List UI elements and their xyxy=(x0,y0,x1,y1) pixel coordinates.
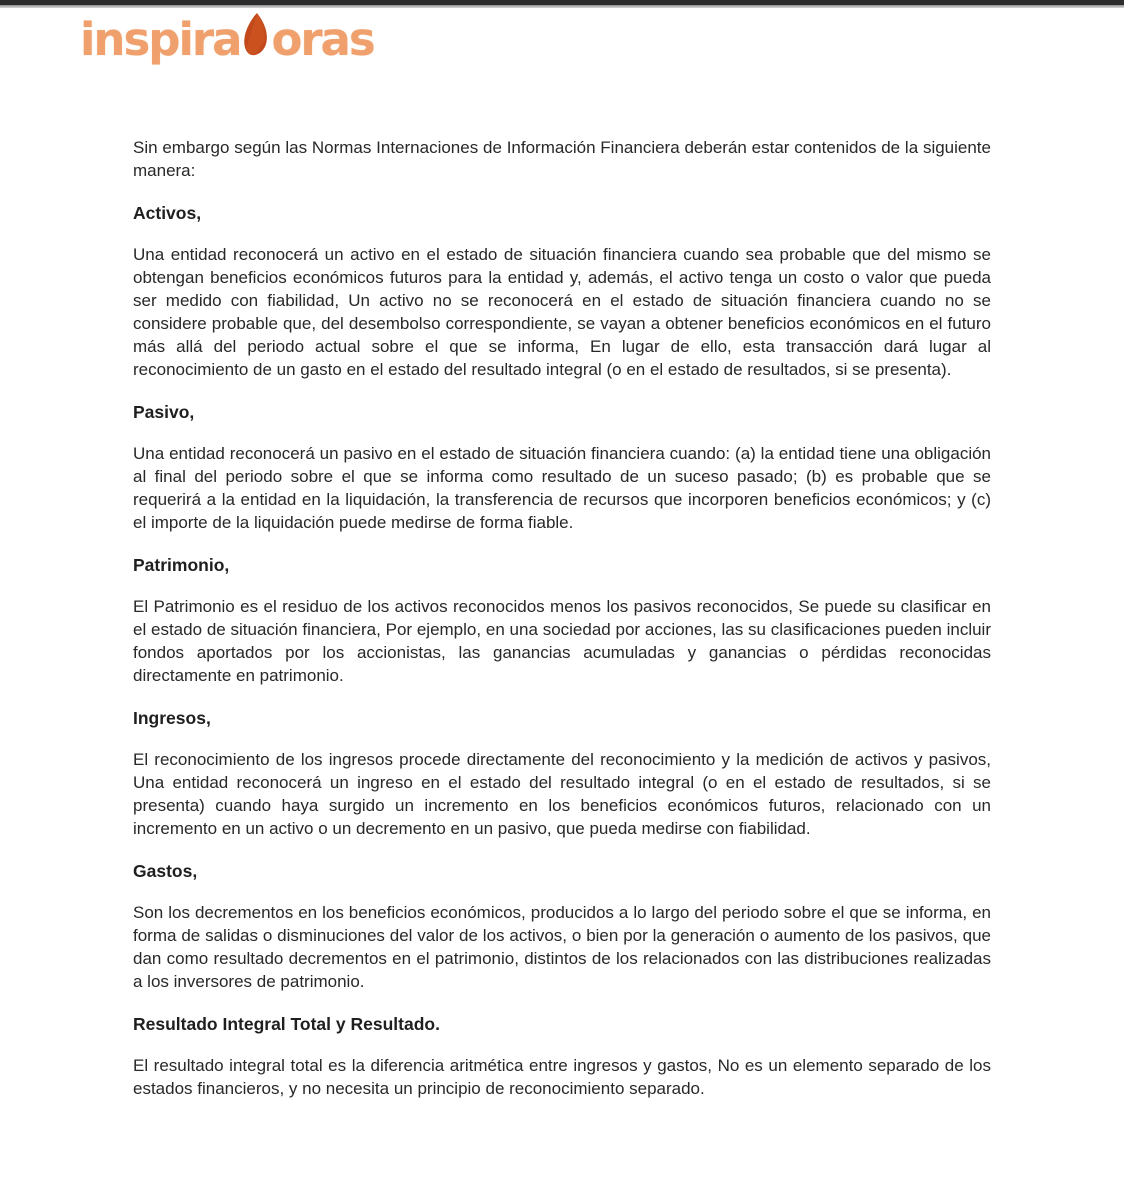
section-activos xyxy=(133,203,991,381)
section-heading: Gastos, xyxy=(133,861,198,881)
section-body: El reconocimiento de los ingresos procede directamente del reconocimiento y la medición de activos y pasivos, Una entidad reconocerá un ingreso en el estado del resultado integral (o en el estado de resultados, si se presenta) cuando haya surgido un incremento en los beneficios económicos futuros, relacionado con un incremento en un activo o un decremento en un pasivo, que pueda medirse con fiabilidad. xyxy=(133,750,991,838)
section-gastos xyxy=(133,861,991,993)
section-heading: Resultado Integral Total y Resultado. xyxy=(133,1014,440,1034)
document-body xyxy=(133,70,991,1100)
section-body: El Patrimonio es el residuo de los activos reconocidos menos los pasivos reconocidos, Se puede su clasificar en el estado de situación financiera, Por ejemplo, en una sociedad por acciones, las su clasificaciones pueden incluir fondos aportados por los accionistas, las ganancias acumuladas y ganancias o pérdidas reconocidas directamente en patrimonio. xyxy=(133,597,991,685)
section-ingresos xyxy=(133,708,991,840)
logo-text-right: oras xyxy=(271,13,374,66)
intro-paragraph: Sin embargo según las Normas Internaciones de Información Financiera deberán estar contenidos de la siguiente manera: xyxy=(133,138,991,180)
section-heading: Patrimonio, xyxy=(133,555,230,575)
inspiradoras-logo xyxy=(80,12,374,66)
logo-text-left: inspira xyxy=(80,13,241,66)
section-patrimonio xyxy=(133,555,991,687)
section-body: El resultado integral total es la diferencia aritmética entre ingresos y gastos, No es un elemento separado de los estados financieros, y no necesita un principio de reconocimiento separado. xyxy=(133,1056,991,1098)
section-resultado-integral xyxy=(133,1014,991,1100)
scan-artifact-line xyxy=(0,5,1124,8)
section-body: Son los decrementos en los beneficios económicos, producidos a lo largo del periodo sobre el que se informa, en forma de salidas o disminuciones del valor de los activos, o bien por la generación o aumento de los pasivos, que dan como resultado decrementos en el patrimonio, distintos de los relacionados con las distribuciones realizadas a los inversores de patrimonio. xyxy=(133,903,991,991)
section-pasivo xyxy=(133,402,991,534)
section-heading: Pasivo, xyxy=(133,402,195,422)
section-body: Una entidad reconocerá un activo en el estado de situación financiera cuando sea probable que del mismo se obtengan beneficios económicos futuros para la entidad y, además, el activo tenga un costo o valor que pueda ser medido con fiabilidad, Un activo no se reconocerá en el estado de situación financiera cuando no se considere probable que, del desembolso correspondiente, se vayan a obtener beneficios económicos en el futuro más allá del periodo actual sobre el que se informa, En lugar de ello, esta transacción dará lugar al reconocimiento de un gasto en el estado del resultado integral (o en el estado de resultados, si se presenta). xyxy=(133,245,991,379)
leaf-icon xyxy=(242,12,270,64)
section-heading: Activos, xyxy=(133,203,202,223)
section-heading: Ingresos, xyxy=(133,708,211,728)
section-body: Una entidad reconocerá un pasivo en el estado de situación financiera cuando: (a) la entidad tiene una obligación al final del periodo sobre el que se informa como resultado de un suceso pasado; (b) es probable que se requerirá a la entidad en la liquidación, la transferencia de recursos que incorporen beneficios económicos; y (c) el importe de la liquidación puede medirse de forma fiable. xyxy=(133,444,991,532)
